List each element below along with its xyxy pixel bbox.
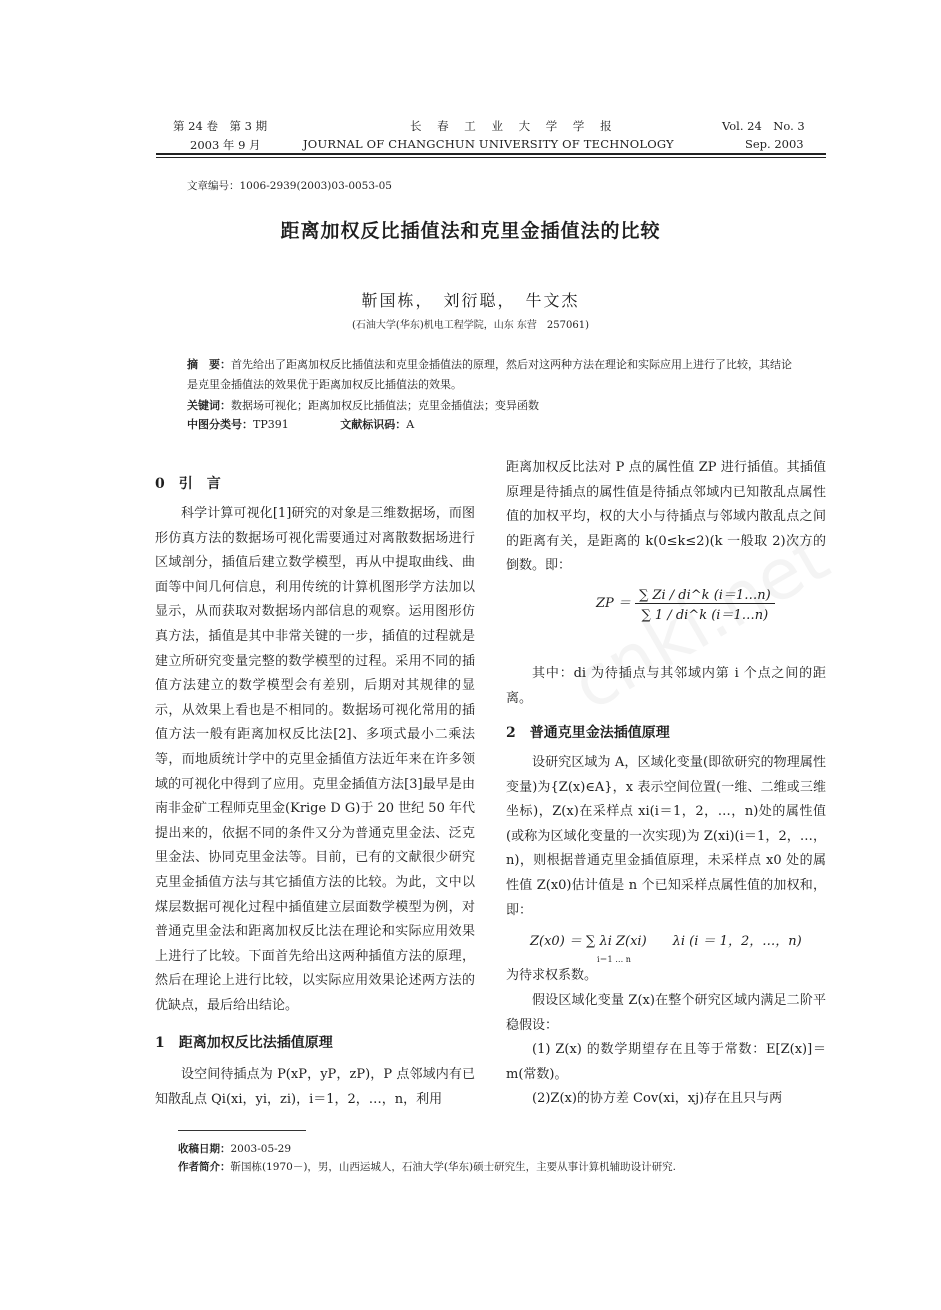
right-paragraph-e: 假设区域化变量 Z(x)在整个研究区域内满足二阶平稳假设： xyxy=(506,993,826,1033)
right-paragraph-f: (1) Z(x) 的数学期望存在且等于常数：E[Z(x)]＝m(常数)。 xyxy=(506,1042,826,1082)
formula-idw-fraction xyxy=(635,584,775,623)
formula-kriging-limits: i＝1 … n xyxy=(597,955,631,964)
header-rule-thin xyxy=(156,157,826,158)
authors: 靳国栋， 刘衍聪， 牛文杰 xyxy=(361,291,580,310)
section-0-title: 0 引 言 xyxy=(155,476,221,492)
header-journal-en: JOURNAL OF CHANGCHUN UNIVERSITY OF TECHNOLOGY xyxy=(303,137,674,151)
abstract-text: 首先给出了距离加权反比插值法和克里金插值法的原理，然后对这两种方法在理论和实际应用上进行了比较，其结论是克里金插值法的效果优于距离加权反比插值法的效果。 xyxy=(187,358,792,391)
keywords-label: 关键词： xyxy=(187,399,231,412)
footnote-received xyxy=(178,1141,291,1156)
classification xyxy=(187,415,797,435)
formula-idw-numerator: ∑ Zi / di^k (i＝1…n) xyxy=(635,584,775,604)
formula-kriging: Z(x0) ＝ ∑ λi Z(xi) λi (i ＝ 1，2，…，n) xyxy=(530,934,802,949)
classification-value: TP391 xyxy=(253,418,289,431)
classification-label: 中图分类号： xyxy=(187,418,253,431)
right-paragraph-g: (2)Z(x)的协方差 Cov(xi，xj)存在且只与两 xyxy=(532,1091,783,1106)
header-date: 2003 年 9 月 xyxy=(190,138,261,152)
received-value: 2003-05-29 xyxy=(230,1143,292,1155)
paper-title: 距离加权反比插值法和克里金插值法的比较 xyxy=(280,220,661,242)
header-volume: 第 24 卷 第 3 期 xyxy=(173,119,268,133)
header-date-en: Sep. 2003 xyxy=(745,137,804,151)
footnote-author xyxy=(178,1159,676,1174)
header-vol-en: Vol. 24 No. 3 xyxy=(722,119,805,133)
right-paragraph-c: 设研究区域为 A，区域化变量(即欲研究的物理属性变量)为{Z(x)∈A}，x 表示空间位置(一维、二维或三维坐标)，Z(x)在采样点 xi(i＝1，2，…，n)处的属性值(或称为区域化变量的一次实现)为 Z(xi)(i＝1，2，…，n)，则根据普通克里金插值原理，未采样点 x0 处的属性值 Z(x0)估计值是 n 个已知采样点属性值的加权和，即： xyxy=(506,755,826,918)
section-1-title: 1 距离加权反比法插值原理 xyxy=(155,1035,333,1051)
footnote-rule xyxy=(178,1130,306,1131)
doc-code-label: 文献标识码： xyxy=(340,418,407,431)
right-paragraph-a: 距离加权反比法对 P 点的属性值 ZP 进行插值。其插值原理是待插点的属性值是待插点邻域内已知散乱点属性值的加权平均，权的大小与待插点与邻域内散乱点之间的距离有关，是距离的 k(0≤k≤2)(k 一般取 2)次方的倒数。即： xyxy=(506,460,826,574)
section-1-paragraph: 设空间待插点为 P(xP，yP，zP)，P 点邻域内有已知散乱点 Qi(xi，yi，zi)，i＝1，2，…，n，利用 xyxy=(155,1067,475,1107)
formula-idw-lhs: ZP ＝ xyxy=(596,596,631,611)
section-0-paragraph: 科学计算可视化[1]研究的对象是三维数据场，而图形仿真方法的数据场可视化需要通过对离散数据场进行区域剖分，插值后建立数学模型，再从中提取曲线、曲面等中间几何信息，利用传统的计算机图形学方法加以显示，从而获取对数据场内部信息的观察。运用图形仿真方法，插值是其中非常关键的一步，插值的过程就是建立所研究变量完整的数学模型的过程。采用不同的插值方法建立的数学模型会有差别，后期对其规律的显示，从效果上看也是不相同的。数据场可视化常用的插值方法一般有距离加权反比法[2]、多项式最小二乘法等，而地质统计学中的克里金插值方法近年来在许多领域的可视化中得到了应用。克里金插值方法[3]最早是由南非金矿工程师克里金(Krige D G)于 20 世纪 50 年代提出来的，依据不同的条件又分为普通克里金法、泛克里金法、协同克里金法等。目前，已有的文献很少研究克里金插值方法与其它插值方法的比较。为此，文中以煤层数据可视化过程中插值建立层面数学模型为例，对普通克里金法和距离加权反比法在理论和实际应用效果上进行了比较。下面首先给出这两种插值方法的原理，然后在理论上进行比较，以实际应用效果论述两方法的优缺点，最后给出结论。 xyxy=(155,506,475,1013)
formula-idw xyxy=(596,584,775,623)
received-label: 收稿日期： xyxy=(178,1143,231,1155)
author-bio-label: 作者简介： xyxy=(178,1161,231,1173)
right-paragraph-b: 其中：di 为待插点与其邻域内第 i 个点之间的距离。 xyxy=(506,666,826,706)
formula-idw-denominator: ∑ 1 / di^k (i＝1…n) xyxy=(641,608,769,623)
abstract-label: 摘 要： xyxy=(187,358,231,371)
affiliation: (石油大学(华东)机电工程学院，山东 东营 257061) xyxy=(352,320,589,331)
header-rule-thick xyxy=(156,153,826,155)
doc-code-value: A xyxy=(406,418,415,431)
article-id: 文章编号：1006-2939(2003)03-0053-05 xyxy=(187,180,392,192)
keywords-text: 数据场可视化；距离加权反比插值法；克里金插值法；变异函数 xyxy=(231,399,539,412)
keywords xyxy=(187,396,797,416)
section-2-title: 2 普通克里金法插值原理 xyxy=(506,725,670,741)
abstract xyxy=(187,355,797,395)
author-bio-value: 靳国栋(1970－)，男，山西运城人，石油大学(华东)硕士研究生，主要从事计算机辅助设计研究. xyxy=(230,1161,676,1173)
right-paragraph-d: 为待求权系数。 xyxy=(506,968,598,983)
header-journal-cn: 长 春 工 业 大 学 学 报 xyxy=(410,119,618,133)
